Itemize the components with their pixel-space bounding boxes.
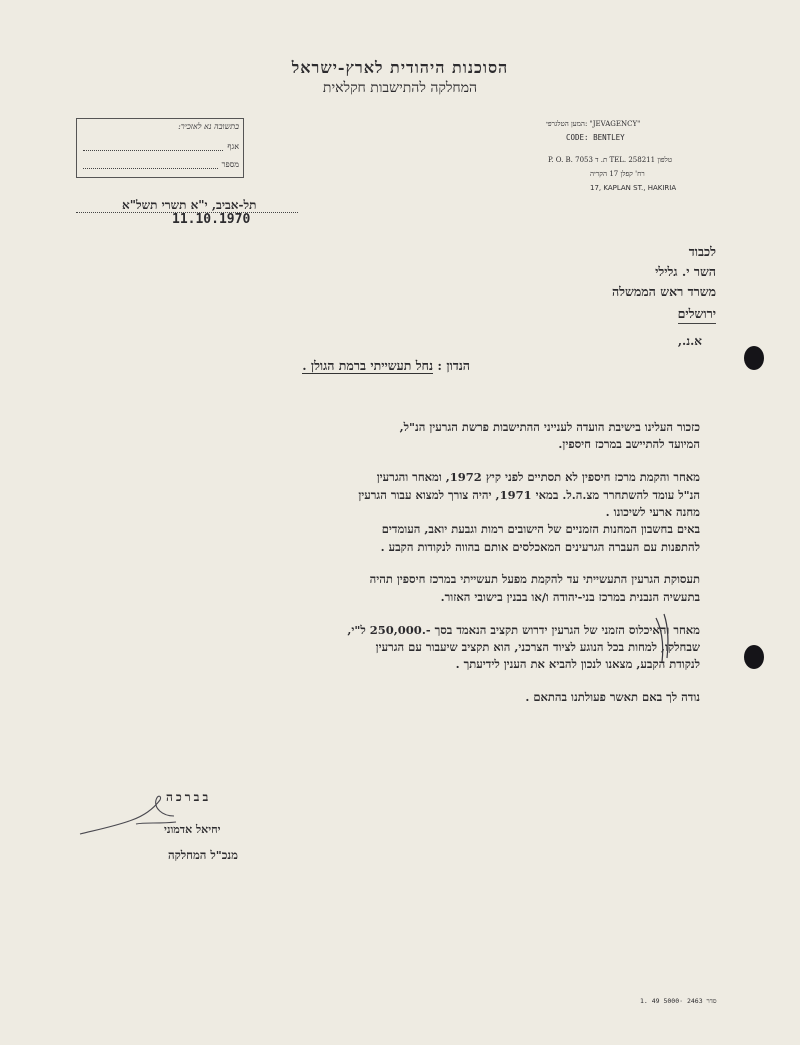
ref-box-field-label: מספר — [221, 160, 239, 169]
department-name: המחלקה להתישבות חקלאית — [322, 80, 478, 96]
punch-hole — [744, 645, 764, 669]
ref-box-field-department — [83, 139, 239, 151]
body-line: כזכור העלינו בישיבת הועדה לענייני ההתישבות פרשת הגרעין הנ"ל, — [399, 420, 700, 434]
ref-box-header: בתשובה נא לאזכיר: — [178, 122, 239, 131]
salutation: א.נ., — [677, 334, 702, 348]
margin-check-mark — [652, 612, 674, 664]
punch-hole — [744, 346, 764, 370]
ref-box-field-line — [83, 142, 223, 151]
ref-box-field-number — [83, 157, 239, 169]
signer-title: מנכ"ל המחלקה — [168, 848, 238, 862]
date-gregorian: 11.10.1970 — [172, 212, 251, 227]
body-line: המיועד להתיישב במרכז חיספין. — [558, 437, 700, 451]
cable-code: CODE: BENTLEY — [566, 133, 625, 142]
pobox-phone: P. O. B. 7053 ת. ד TEL. 258211 טלפון — [548, 156, 673, 164]
body-line: הנ"ל עומד להשתחרר מצ.ה.ל. במאי 1971, יהיה צורך למצוא עבור הגרעין — [358, 488, 700, 502]
body-line: שבחלקו, למחות בכל הנוגע לציוד הצרכני, הוא תקציב שיעבור עם הגרעין — [375, 640, 700, 654]
recipient-line: לכבוד — [688, 244, 716, 259]
signer-name: יחיאל אדמוני — [164, 823, 221, 836]
recipient-line: משרד ראש הממשלה — [611, 284, 716, 299]
body-line: נודה לך באם תאשר פעולתנו בהתאם . — [525, 690, 700, 704]
body-line: מאחר והקמת מרכז חיספין לא תסתיים לפני קיץ 1972, ומאחר והגרעין — [376, 470, 700, 484]
date-hebrew: תל-אביב, י"א תשרי תשל"א — [122, 198, 257, 212]
subject-label: הנדון : — [437, 358, 470, 373]
ref-box-field-label: אגף — [227, 142, 239, 151]
reference-box — [76, 118, 244, 178]
recipient-line: השר י. גלילי — [655, 264, 716, 279]
org-name: הסוכנות היהודית לארץ-ישראל — [291, 58, 509, 77]
subject-text: נחל תעשייתי ברמת הגולן . — [302, 358, 434, 373]
body-line: לנקודת הקבע, מצאנו לנכון להביא את הענין לידיעתך . — [455, 657, 700, 671]
form-code: 1. 49 5000· 2463 סדר — [640, 997, 717, 1005]
body-line: באים בחשבון המחנות הזמניים של הישובים רמות וגבעת יואב, העומדים — [381, 522, 700, 536]
street-address-en: 17, KAPLAN ST., HAKIRIA — [590, 184, 677, 192]
cable-address: המען הטלגרפי: "JEVAGENCY" — [546, 120, 641, 128]
body-line: בתעשיה הנבנית במרכז בני-יהודה ו/או בבנין בישובי האזור. — [440, 590, 700, 604]
street-address-he: רח' קפלן 17 הקריה — [590, 170, 645, 178]
recipient-city: ירושלים — [678, 306, 716, 324]
body-line: תעסוקת הגרעין התעשייתי עד להקמת מפעל תעשייתי במרכז חיספין תהיה — [369, 572, 700, 586]
ref-box-field-line — [83, 160, 218, 169]
body-line: מאחר והאיכלוס הזמני של הגרעין ידרוש תקציב הנאמד בסך -.250,000 ל"י, — [347, 623, 700, 637]
body-line: להתפנות עם העברה הגרעינים המאכלסים אותם בהווה לנקודות הקבע . — [380, 540, 700, 554]
subject-line — [302, 358, 470, 374]
closing-greeting: בברכה — [166, 790, 212, 804]
body-line: מחנה ארעי לשיכונו . — [605, 505, 700, 519]
